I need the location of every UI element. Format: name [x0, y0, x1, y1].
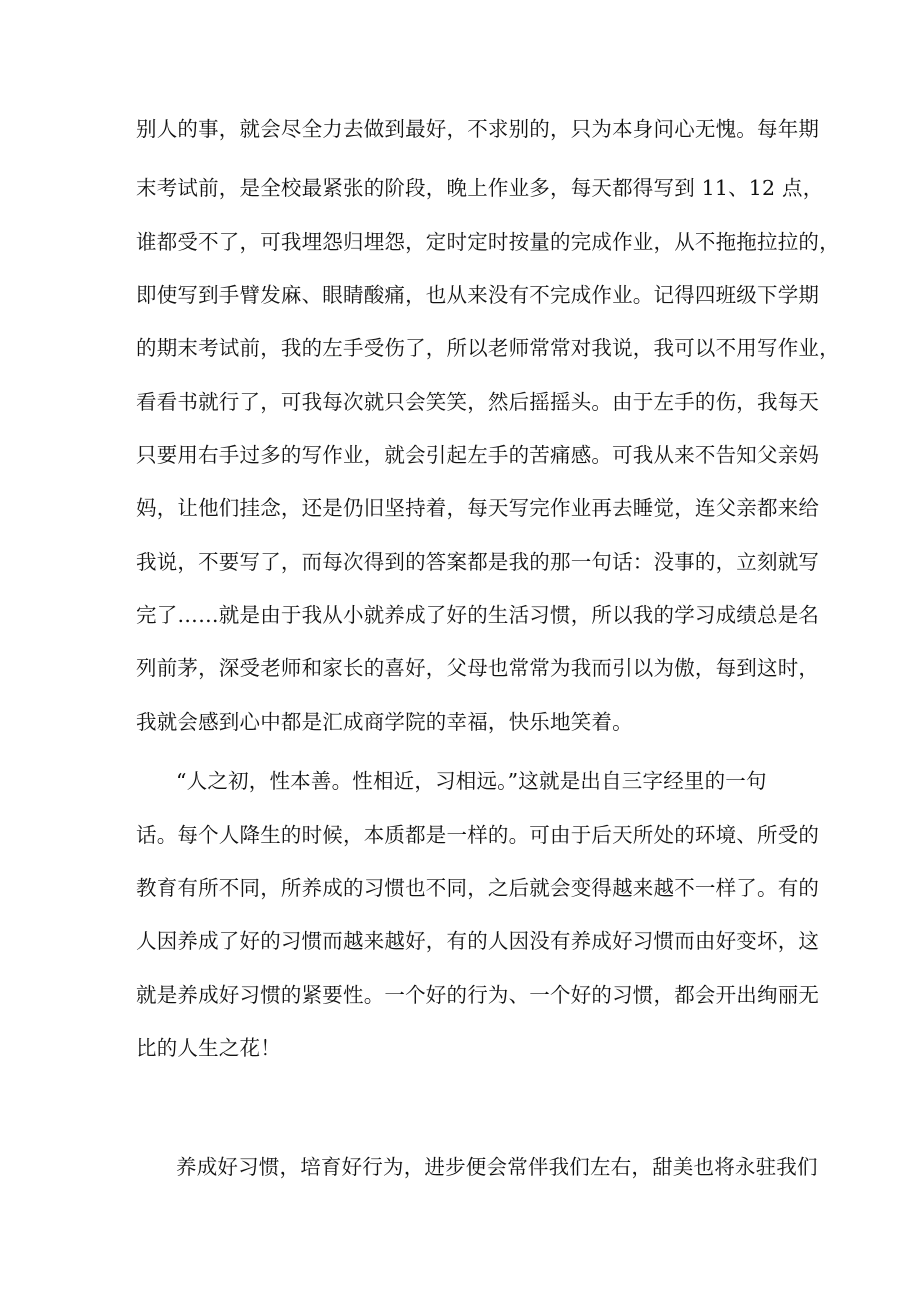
- text-line: 养成好习惯，培育好行为，进步便会常伴我们左右，甜美也将永驻我们: [176, 1155, 818, 1179]
- text-line: 完了……就是由于我从小就养成了好的生活习惯，所以我的学习成绩总是名: [136, 603, 820, 627]
- text-line: 比的人生之花！: [136, 1036, 281, 1060]
- text-line: 列前茅，深受老师和家长的喜好，父母也常常为我而引以为傲，每到这时，: [136, 656, 820, 680]
- text-line: “人之初，性本善。性相近，习相远。”这就是出自三字经里的一句: [176, 769, 767, 793]
- text-line: 谁都受不了，可我埋怨归埋怨，定时定时按量的完成作业，从不拖拖拉拉的，: [136, 230, 840, 254]
- text-line: 人因养成了好的习惯而越来越好，有的人因没有养成好习惯而由好变坏，这: [136, 929, 820, 953]
- text-line: 妈，让他们挂念，还是仍旧坚持着，每天写完作业再去睡觉，连父亲都来给: [136, 496, 820, 520]
- text-line: 只要用右手过多的写作业，就会引起左手的苦痛感。可我从来不告知父亲妈: [136, 443, 820, 467]
- text-line: 末考试前，是全校最紧张的阶段，晚上作业多，每天都得写到 11、12 点，: [136, 176, 824, 200]
- text-line: 看看书就行了，可我每次就只会笑笑，然后摇摇头。由于左手的伤，我每天: [136, 390, 820, 414]
- text-line: 就是养成好习惯的紧要性。一个好的行为、一个好的习惯，都会开出绚丽无: [136, 983, 820, 1007]
- text-line: 即使写到手臂发麻、眼睛酸痛，也从来没有不完成作业。记得四班级下学期: [136, 283, 820, 307]
- text-line: 的期末考试前，我的左手受伤了，所以老师常常对我说，我可以不用写作业，: [136, 336, 840, 360]
- text-line: 教育有所不同，所养成的习惯也不同，之后就会变得越来越不一样了。有的: [136, 876, 820, 900]
- text-line: 我说，不要写了，而每次得到的答案都是我的那一句话：没事的，立刻就写: [136, 550, 820, 574]
- text-line: 我就会感到心中都是汇成商学院的幸福，快乐地笑着。: [136, 710, 633, 734]
- text-line: 别人的事，就会尽全力去做到最好，不求别的，只为本身问心无愧。每年期: [136, 117, 820, 141]
- text-line: 话。每个人降生的时候，本质都是一样的。可由于后天所处的环境、所受的: [136, 823, 820, 847]
